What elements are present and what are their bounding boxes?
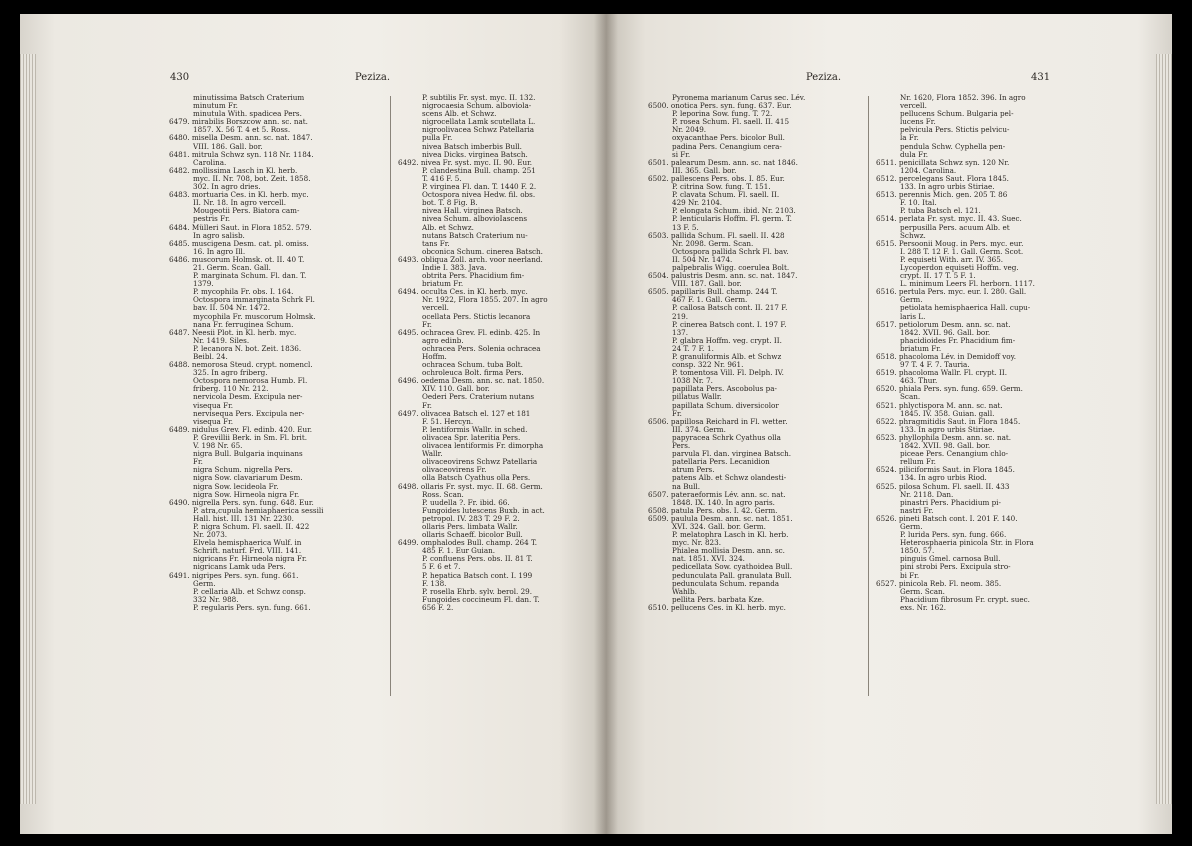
- entry-line: 6500. onotica Pers. syn. fung. 637. Eur.: [648, 101, 792, 111]
- continuation-line: myc. II. Nr. 708, bot. Zeit. 1858.: [193, 173, 311, 183]
- continuation-line: F. 138.: [422, 578, 447, 588]
- continuation-line: Mougeotii Pers. Biatora cam-: [193, 206, 300, 216]
- continuation-line: Scan.: [900, 392, 921, 402]
- entry-line: 6494. occulta Ces. in Kl. herb. myc.: [398, 287, 528, 297]
- continuation-line: P. hepatica Batsch cont. I. 199: [422, 570, 533, 580]
- continuation-line: P. regularis Pers. syn. fung. 661.: [193, 602, 311, 612]
- continuation-line: patellaria Pers. Lecanidion: [672, 457, 770, 467]
- continuation-line: Germ.: [900, 521, 923, 531]
- continuation-line: nutans Batsch Craterium nu-: [422, 230, 528, 240]
- continuation-line: nigra Sow. lecideola Fr.: [193, 481, 279, 491]
- continuation-line: II. Nr. 18. In agro vercell.: [193, 198, 287, 208]
- continuation-line: nat. 1851. XVI. 324.: [672, 554, 745, 564]
- continuation-line: P. mycophila Fr. obs. I. 164.: [193, 287, 294, 297]
- continuation-line: bot. T. 8 Fig. B.: [422, 198, 478, 208]
- entry-line: 6502. pallescens Pers. obs. I. 85. Eur.: [648, 173, 785, 183]
- book-spread: [20, 14, 1172, 834]
- continuation-line: L. minimum Leers Fl. herborn. 1117.: [900, 279, 1035, 289]
- page-number: 431: [1031, 72, 1051, 83]
- continuation-line: Fr.: [193, 457, 203, 467]
- entry-line: 6525. pilosa Schum. Fl. saell. II. 433: [876, 481, 1010, 491]
- continuation-line: crypt. II. 17 T. 5 F. 1.: [900, 271, 976, 281]
- entry-line: 6499. omphalodes Bull. champ. 264 T.: [398, 538, 537, 548]
- continuation-line: obconica Schum. cinerea Batsch.: [422, 246, 543, 256]
- continuation-line: mycophila Fr. muscorum Holmsk.: [193, 311, 316, 321]
- continuation-line: ochroleuca Bolt. firma Pers.: [422, 368, 524, 378]
- continuation-line: nigra Schum. nigrella Pers.: [193, 465, 293, 475]
- continuation-line: nana Fr. ferruginea Schum.: [193, 319, 294, 329]
- continuation-line: vercell.: [900, 101, 927, 111]
- continuation-line: obtrita Pers. Phacidium fim-: [422, 271, 525, 281]
- entry-line: 6493. obliqua Zoll. arch. voor neerland.: [398, 254, 543, 264]
- entry-line: 6508. patula Pers. obs. I. 42. Germ.: [648, 505, 778, 515]
- continuation-line: padina Pers. Cenangium cera-: [672, 141, 782, 151]
- entry-line: 6512. percelegans Saut. Flora 1845.: [876, 173, 1009, 183]
- continuation-line: pini strobi Pers. Excipula stro-: [900, 562, 1011, 572]
- continuation-line: minutula With. spadicea Pers.: [193, 109, 302, 119]
- page-number: 430: [170, 72, 190, 83]
- continuation-line: nivea Hall. virginea Batsch.: [422, 206, 523, 216]
- entry-line: 6485. muscigena Desm. cat. pl. omiss.: [169, 238, 309, 248]
- continuation-line: palpebralis Wigg. coerulea Bolt.: [672, 262, 790, 272]
- continuation-line: pelvicula Pers. Stictis pelvicu-: [900, 125, 1010, 135]
- continuation-line: P. clavata Schum. Fl. saell. II.: [672, 190, 780, 200]
- continuation-line: P. nigra Schum. Fl. saell. II. 422: [193, 521, 310, 531]
- text-column-left: [646, 94, 846, 612]
- continuation-line: tans Fr.: [422, 238, 450, 248]
- continuation-line: 21. Germ. Scan. Gall.: [193, 262, 271, 272]
- continuation-line: Beibl. 24.: [193, 352, 228, 361]
- continuation-line: Fr.: [422, 400, 432, 410]
- continuation-line: In agro salisb.: [193, 230, 245, 240]
- continuation-line: pillatus Wallr.: [672, 392, 722, 402]
- continuation-line: P. clandestina Bull. champ. 251: [422, 165, 536, 175]
- continuation-line: nigra Sow. Hirneola nigra Fr.: [193, 489, 300, 499]
- continuation-line: 219.: [672, 311, 689, 321]
- continuation-line: minutum Fr.: [193, 101, 238, 111]
- entry-line: 6516. pertula Pers. myc. eur. I. 280. Gall.: [876, 287, 1027, 297]
- entry-line: 6488. nemorosa Steud. crypt. nomencl.: [169, 360, 313, 370]
- continuation-line: 133. In agro urbis Stiriae.: [900, 424, 995, 434]
- book-gutter: [594, 14, 618, 834]
- entry-line: 6527. pinicola Reb. Fl. neom. 385.: [876, 578, 1002, 588]
- continuation-line: Nr. 1922, Flora 1855. 207. In agro: [422, 295, 548, 305]
- continuation-line: Phacidium fibrosum Fr. crypt. suec.: [900, 594, 1030, 604]
- continuation-line: P. tomentosa Vill. Fl. Delph. IV.: [672, 368, 784, 378]
- continuation-line: Nr. 2073.: [193, 530, 228, 540]
- continuation-line: 1038 Nr. 7.: [672, 376, 713, 386]
- continuation-line: Schrift. naturf. Frd. VIII. 141.: [193, 546, 302, 556]
- continuation-line: olivacea Spr. lateritia Pers.: [422, 432, 521, 442]
- continuation-line: II. 504 Nr. 1474.: [672, 254, 733, 264]
- entry-line: 6505. papillaris Bull. champ. 244 T.: [648, 287, 778, 297]
- page-edge: [20, 54, 36, 804]
- continuation-line: nigra Bull. Bulgaria inquinans: [193, 449, 303, 459]
- entry-line: 6520. phiala Pers. syn. fung. 659. Germ.: [876, 384, 1023, 394]
- continuation-line: piceae Pers. Cenangium chlo-: [900, 449, 1009, 459]
- continuation-line: III. 374. Germ.: [672, 424, 726, 434]
- continuation-line: 332 Nr. 988.: [193, 594, 239, 604]
- continuation-line: bav. II. 504 Nr. 1472.: [193, 303, 270, 313]
- continuation-line: P. rosella Ehrb. sylv. berol. 29.: [422, 586, 533, 596]
- continuation-line: bi Fr.: [900, 570, 920, 580]
- continuation-line: 656 F. 2.: [422, 602, 454, 612]
- continuation-line: 134. In agro urbis Riod.: [900, 473, 987, 483]
- continuation-line: P. uudella ?. Fr. ibid. 66.: [422, 497, 510, 507]
- continuation-line: 1857. X. 56 T. 4 et 5. Ross.: [193, 125, 291, 135]
- continuation-line: nastri Fr.: [900, 505, 934, 515]
- continuation-line: phacidioides Fr. Phacidium fim-: [900, 335, 1016, 345]
- entry-line: 6486. muscorum Holmsk. ot. II. 40 T.: [169, 254, 305, 264]
- continuation-line: Elvela hemisphaerica Wulf. in: [193, 538, 302, 548]
- continuation-line: lucens Fr.: [900, 117, 936, 127]
- continuation-line: Fungoides coccineum Fl. dan. T.: [422, 594, 540, 604]
- continuation-line: papyracea Schrk Cyathus olla: [672, 432, 781, 442]
- continuation-line: P. marginata Schum. Fl. dan. T.: [193, 271, 307, 281]
- continuation-line: P. equiseti With. arr. IV. 365.: [900, 254, 1004, 264]
- right-page: [606, 14, 1172, 834]
- continuation-line: 5 F. 6 et 7.: [422, 562, 461, 572]
- entry-line: 6507. pateraeformis Lév. ann. sc. nat.: [648, 489, 786, 499]
- continuation-line: P. glabra Hoffm. veg. crypt. II.: [672, 335, 782, 345]
- continuation-line: 463. Thur.: [900, 376, 938, 386]
- continuation-line: petropol. IV. 283 T. 29 F. 2.: [422, 513, 520, 523]
- continuation-line: Fr.: [422, 319, 432, 329]
- continuation-line: Nr. 2049.: [672, 125, 707, 135]
- continuation-line: petiolata hemisphaerica Hall. cupu-: [900, 303, 1031, 313]
- entry-line: 6504. palustris Desm. ann. sc. nat. 1847.: [648, 271, 798, 281]
- continuation-line: F. 10. Ital.: [900, 198, 937, 208]
- entry-line: 6526. pineti Batsch cont. I. 201 F. 140.: [876, 513, 1018, 523]
- entry-line: 6480. misella Desm. ann. sc. nat. 1847.: [169, 133, 313, 143]
- continuation-line: Alb. et Schwz.: [422, 222, 474, 232]
- continuation-line: XIV. 110. Gall. bor.: [422, 384, 490, 394]
- text-column-right: [874, 94, 1074, 612]
- continuation-line: pedunculata Pall. granulata Bull.: [672, 570, 792, 580]
- continuation-line: VIII. 187. Gall. bor.: [672, 279, 742, 289]
- continuation-line: patens Alb. et Schwz olandesti-: [672, 473, 787, 483]
- continuation-line: 1845. IV. 358. Guian. gall.: [900, 408, 995, 418]
- continuation-line: briatum Fr.: [422, 279, 464, 289]
- continuation-line: P. melatophra Lasch in Kl. herb.: [672, 530, 789, 540]
- entry-line: 6492. nivea Fr. syst. myc. II. 90. Eur.: [398, 157, 533, 167]
- continuation-line: Germ.: [900, 295, 923, 305]
- continuation-line: pestris Fr.: [193, 214, 231, 224]
- continuation-line: 429 Nr. 2104.: [672, 198, 723, 208]
- continuation-line: P. callosa Batsch cont. II. 217 F.: [672, 303, 788, 313]
- entry-line: 6506. papillosa Reichard in Fl. wetter.: [648, 416, 788, 426]
- continuation-line: 1379.: [193, 279, 214, 289]
- entry-line: 6521. phlyctispora M. ann. sc. nat.: [876, 400, 1003, 410]
- continuation-line: Octospora nemorosa Humb. Fl.: [193, 376, 308, 386]
- entry-line: 6524. piliciformis Saut. in Flora 1845.: [876, 465, 1015, 475]
- continuation-line: P. Grevillii Berk. in Sm. Fl. brit.: [193, 432, 307, 442]
- continuation-line: na Bull.: [672, 481, 700, 491]
- continuation-line: Lycoperdon equiseti Hoffm. veg.: [900, 262, 1019, 272]
- continuation-line: pulla Fr.: [422, 133, 453, 143]
- continuation-line: T. 416 F. 5.: [422, 173, 462, 183]
- entry-line: 6491. nigripes Pers. syn. fung. 661.: [169, 570, 299, 580]
- continuation-line: 485 F. 1. Eur Guian.: [422, 546, 496, 556]
- continuation-line: visequa Fr.: [193, 400, 234, 410]
- continuation-line: P. lentiformis Wallr. in sched.: [422, 424, 528, 434]
- continuation-line: 133. In agro urbis Stiriae.: [900, 182, 995, 192]
- continuation-line: P. lecanora N. bot. Zeit. 1836.: [193, 343, 302, 353]
- continuation-line: Heterosphaeria pinicola Str. in Flora: [900, 538, 1034, 548]
- entry-line: 6501. palearum Desm. ann. sc. nat 1846.: [648, 157, 798, 167]
- entry-line: 6523. phyllophila Desm. ann. sc. nat.: [876, 432, 1012, 442]
- continuation-line: papillata Pers. Ascobolus pa-: [672, 384, 777, 394]
- entry-line: 6482. mollissima Lasch in Kl. herb.: [169, 165, 298, 175]
- entry-line: 6481. mitrula Schwz syn. 118 Nr. 1184.: [169, 149, 314, 159]
- continuation-line: F. 51. Hercyn.: [422, 416, 474, 426]
- continuation-line: ochracea Pers. Solenia ochracea: [422, 343, 541, 353]
- entry-line: 6517. petiolorum Desm. ann. sc. nat.: [876, 319, 1011, 329]
- entry-line: 6496. oedema Desm. ann. sc. nat. 1850.: [398, 376, 545, 386]
- entry-line: 6503. pallida Schum. Fl. saell. II. 428: [648, 230, 785, 240]
- continuation-line: Germ. Scan.: [900, 586, 945, 596]
- continuation-line: Germ.: [193, 578, 216, 588]
- continuation-line: P. lurida Pers. syn. fung. 666.: [900, 530, 1007, 540]
- continuation-line: 24 T. 7 F. 1.: [672, 343, 714, 353]
- page-title: Peziza.: [355, 72, 391, 83]
- continuation-line: atrum Pers.: [672, 465, 715, 475]
- continuation-line: 1842. XVII. 96. Gall. bor.: [900, 327, 991, 337]
- continuation-line: consp. 322 Nr. 961.: [672, 360, 744, 370]
- continuation-line: pendula Schw. Cyphella pen-: [900, 141, 1006, 151]
- continuation-line: III. 365. Gall. bor.: [672, 165, 737, 175]
- continuation-line: vercell.: [422, 303, 449, 313]
- continuation-line: nigrocaesia Schum. alboviola-: [422, 101, 532, 111]
- continuation-line: Octospora nivea Hedw. fil. obs.: [422, 190, 536, 200]
- continuation-line: P. leporina Sow. fung. T. 72.: [672, 109, 773, 119]
- entry-line: 6483. mortuaria Ces. in Kl. herb. myc.: [169, 190, 309, 200]
- entry-line: 6513. perennis Mich. gen. 205 T. 86: [876, 190, 1008, 200]
- entry-line: 6484. Mülleri Saut. in Flora 1852. 579.: [169, 222, 312, 232]
- continuation-line: Wahlb.: [672, 586, 697, 596]
- continuation-line: ocellata Pers. Stictis lecanora: [422, 311, 531, 321]
- continuation-line: V. 198 Nr. 65.: [193, 441, 243, 451]
- continuation-line: visequa Fr.: [193, 416, 234, 426]
- continuation-line: Hoffm.: [422, 352, 447, 361]
- continuation-line: Carolina.: [193, 157, 227, 167]
- entry-line: 6514. perlata Fr. syst. myc. II. 43. Suec.: [876, 214, 1022, 224]
- continuation-line: olla Batsch Cyathus olla Pers.: [422, 473, 531, 483]
- continuation-line: nigricans Lamk uda Pers.: [193, 562, 286, 572]
- continuation-line: pinastri Pers. Phacidium pi-: [900, 497, 1001, 507]
- continuation-line: Nr. 1419. Siles.: [193, 335, 250, 345]
- continuation-line: P. cellaria Alb. et Schwz consp.: [193, 586, 306, 596]
- continuation-line: oxyacanthae Pers. bicolor Bull.: [672, 133, 785, 143]
- continuation-line: nivea Batsch imberbis Bull.: [422, 141, 522, 151]
- continuation-line: 13 F. 5.: [672, 222, 699, 232]
- continuation-line: 302. In agro dries.: [193, 182, 261, 192]
- continuation-line: Pers.: [672, 441, 691, 451]
- entry-line: 6509. paulula Desm. ann. sc. nat. 1851.: [648, 513, 793, 523]
- entry-line: 6515. Persoonii Moug. in Pers. myc. eur.: [876, 238, 1024, 248]
- continuation-line: perpusilla Pers. acuum Alb. et: [900, 222, 1010, 232]
- continuation-line: P. elongata Schum. ibid. Nr. 2103.: [672, 206, 796, 216]
- continuation-line: Pyronema marianum Carus sec. Lév.: [672, 93, 806, 102]
- continuation-line: papillata Schum. diversicolor: [672, 400, 779, 410]
- continuation-line: exs. Nr. 162.: [900, 602, 947, 612]
- column-divider: [868, 96, 869, 696]
- continuation-line: Nr. 1620, Flora 1852. 396. In agro: [900, 93, 1026, 102]
- continuation-line: ochracea Schum. tuba Bolt.: [422, 360, 523, 370]
- continuation-line: P. lenticularis Hoffm. Fl. germ. T.: [672, 214, 792, 224]
- continuation-line: P. confluens Pers. obs. II. 81 T.: [422, 554, 533, 564]
- continuation-line: si Fr.: [672, 149, 691, 159]
- continuation-line: olivaceovirens Schwz Patellaria: [422, 457, 538, 467]
- entry-line: 6498. ollaris Fr. syst. myc. II. 68. Germ.: [398, 481, 543, 491]
- continuation-line: XVI. 324. Gall. bor. Germ.: [672, 521, 766, 531]
- continuation-line: myc. Nr. 823.: [672, 538, 721, 548]
- entry-line: 6511. penicillata Schwz syn. 120 Nr.: [876, 157, 1010, 167]
- continuation-line: Octospora pallida Schrk Fl. bav.: [672, 246, 789, 256]
- continuation-line: nigrocellata Lamk scutellata L.: [422, 117, 536, 127]
- entry-line: 6487. Neesii Plot. in Kl. herb. myc.: [169, 327, 297, 337]
- continuation-line: Wallr.: [422, 449, 443, 459]
- continuation-line: agro edinb.: [422, 335, 464, 345]
- page-edge: [1156, 54, 1172, 804]
- continuation-line: 1842. XVII. 98. Gall. bor.: [900, 441, 991, 451]
- continuation-line: Fr.: [672, 408, 682, 418]
- text-column-right: [396, 94, 596, 612]
- entry-line: 6495. ochracea Grev. Fl. edinb. 425. In: [398, 327, 541, 337]
- page-title: Peziza.: [806, 72, 842, 83]
- continuation-line: scens Alb. et Schwz.: [422, 109, 497, 119]
- continuation-line: nigroolivacea Schwz Patellaria: [422, 125, 535, 135]
- continuation-line: ollaris Pers. limbata Wallr.: [422, 521, 518, 531]
- continuation-line: P. subtilis Fr. syst. myc. II. 132.: [422, 93, 536, 102]
- continuation-line: nigra Sow. clavariarum Desm.: [193, 473, 303, 483]
- entry-line: 6497. olivacea Batsch el. 127 et 181: [398, 408, 531, 418]
- continuation-line: I. 288 T. 12 F. 1. Gall. Germ. Scot.: [900, 246, 1024, 256]
- entry-line: 6479. mirabilis Borszcow ann. sc. nat.: [169, 117, 308, 127]
- continuation-line: 16. In agro Ill.: [193, 246, 246, 256]
- entry-line: 6518. phacoloma Lév. in Demidoff voy.: [876, 352, 1016, 361]
- continuation-line: Nr. 2118. Dan.: [900, 489, 954, 499]
- text-column-left: [167, 94, 367, 612]
- continuation-line: la Fr.: [900, 133, 919, 143]
- continuation-line: P. rosea Schum. Fl. saell. II. 415: [672, 117, 790, 127]
- continuation-line: nivea Dicks. virginea Batsch.: [422, 149, 528, 159]
- continuation-line: pellita Pers. barbata Kze.: [672, 594, 765, 604]
- continuation-line: pedicellata Sow. cyathoidea Bull.: [672, 562, 793, 572]
- continuation-line: pellucens Schum. Bulgaria pel-: [900, 109, 1014, 119]
- continuation-line: ollaris Schaeff. bicolor Bull.: [422, 530, 523, 540]
- continuation-line: Oederi Pers. Craterium nutans: [422, 392, 535, 402]
- continuation-line: minutissima Batsch Craterium: [193, 93, 305, 102]
- continuation-line: friberg. 110 Nr. 212.: [193, 384, 269, 394]
- continuation-line: P. atra,cupula hemiaphaerica sessili: [193, 505, 324, 515]
- continuation-line: P. citrina Sow. fung. T. 151.: [672, 182, 771, 192]
- continuation-line: 1850. 57.: [900, 546, 935, 556]
- column-divider: [390, 96, 391, 696]
- continuation-line: 97 T. 4 F. 7. Tauria.: [900, 360, 970, 370]
- entry-line: 6519. phacoloma Wallr. Fl. crypt. II.: [876, 368, 1007, 378]
- continuation-line: nervisequa Pers. Excipula ner-: [193, 408, 305, 418]
- continuation-line: briatum Fr.: [900, 343, 942, 353]
- entry-line: 6522. phragmitidis Saut. in Flora 1845.: [876, 416, 1021, 426]
- continuation-line: olivaceovirens Fr.: [422, 465, 487, 475]
- continuation-line: olivacea lentiformis Fr. dimorpha: [422, 441, 544, 451]
- continuation-line: dula Fr.: [900, 149, 929, 159]
- continuation-line: Schwz.: [900, 230, 926, 240]
- continuation-line: parvula Fl. dan. virginea Batsch.: [672, 449, 792, 459]
- entry-line: 6489. nidulus Grev. Fl. edinb. 420. Eur.: [169, 424, 313, 434]
- continuation-line: Hall. hist. III. 131 Nr. 2230.: [193, 513, 294, 523]
- continuation-line: P. tuba Batsch el. 121.: [900, 206, 981, 216]
- continuation-line: Nr. 2098. Germ. Scan.: [672, 238, 754, 248]
- continuation-line: P. granuliformis Alb. et Schwz: [672, 352, 782, 361]
- continuation-line: P. cinerea Batsch cont. I. 197 F.: [672, 319, 787, 329]
- continuation-line: 1204. Carolina.: [900, 165, 957, 175]
- continuation-line: Indie I. 383. Java.: [422, 262, 487, 272]
- continuation-line: 1848. IX. 140. In agro paris.: [672, 497, 775, 507]
- continuation-line: pedunculata Schum. repanda: [672, 578, 780, 588]
- left-page: [20, 14, 606, 834]
- continuation-line: 137.: [672, 327, 689, 337]
- continuation-line: Fungoides lutescens Buxb. in act.: [422, 505, 545, 515]
- continuation-line: nervicola Desm. Excipula ner-: [193, 392, 303, 402]
- continuation-line: nivea Schum. albovioIascens: [422, 214, 528, 224]
- continuation-line: nigricans Fr. Hirneola nigra Fr.: [193, 554, 307, 564]
- continuation-line: rellum Fr.: [900, 457, 936, 467]
- entry-line: 6510. pellucens Ces. in Kl. herb. myc.: [648, 602, 786, 612]
- continuation-line: Octospora immarginata Schrk Fl.: [193, 295, 315, 305]
- continuation-line: 325. In agro friberg.: [193, 368, 268, 378]
- continuation-line: P. virginea Fl. dan. T. 1440 F. 2.: [422, 182, 537, 192]
- continuation-line: Ross. Scan.: [422, 489, 464, 499]
- continuation-line: 467 F. 1. Gall. Germ.: [672, 295, 748, 305]
- entry-line: 6490. nigrella Pers. syn. fung. 648. Eur.: [169, 497, 314, 507]
- continuation-line: Phialea mollisia Desm. ann. sc.: [672, 546, 785, 556]
- continuation-line: pinguis Gmel. carnosa Bull.: [900, 554, 1001, 564]
- continuation-line: VIII. 186. Gall. bor.: [193, 141, 263, 151]
- continuation-line: laris L.: [900, 311, 926, 321]
